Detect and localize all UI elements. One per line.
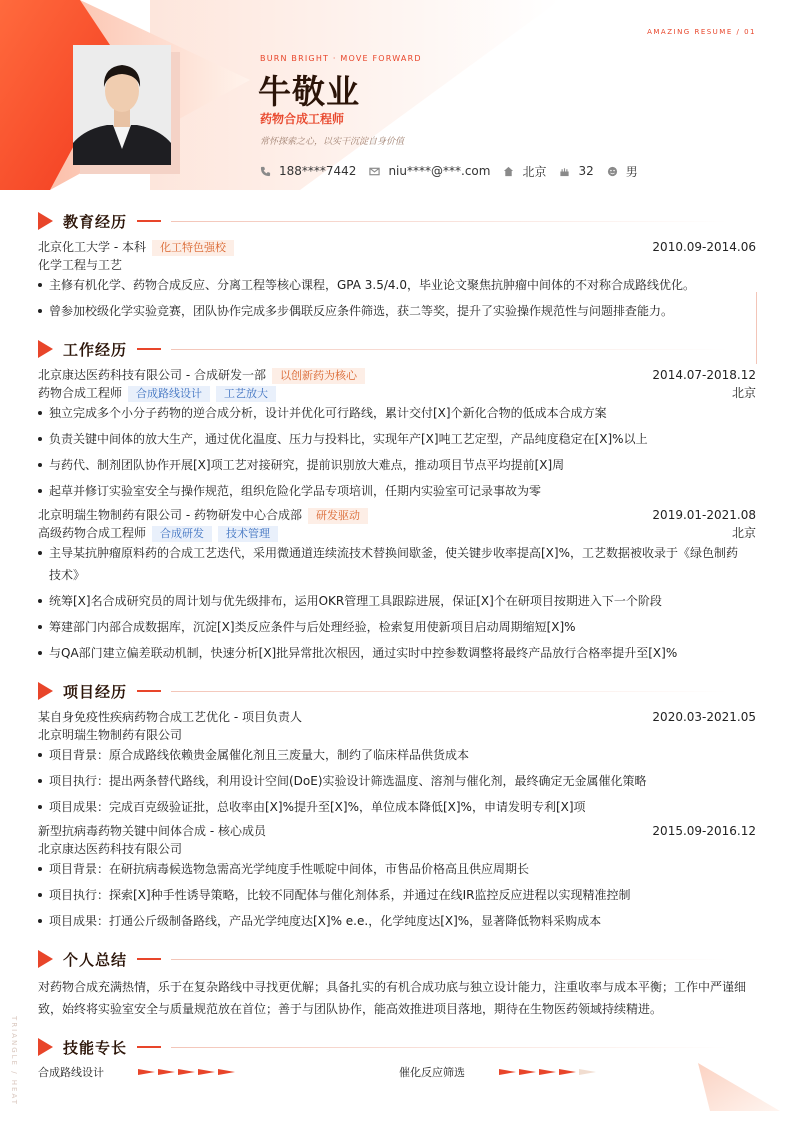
motto: 常怀探索之心，以实干沉淀自身价值	[260, 137, 405, 147]
summary-text: 对药物合成充满热情，乐于在复杂路线中寻找更优解；具备扎实的有机合成功底与独立设计能力，注重收率与成本平衡；工作中严谨细致，始终将实验室安全与质量规范放在首位；善于与团队协作，能高效推进项目落地，期待在生物医药领域持续精进。	[38, 980, 747, 1016]
section-projects-header	[38, 680, 758, 702]
skill-level-bar	[499, 1069, 599, 1075]
project-bullet: 项目成果：打通公斤级制备路线，产品光学纯度达[X]% e.e.，化学纯度达[X]%，显著降低物料采购成本	[38, 910, 748, 932]
project-org: 北京明瑞生物制药有限公司	[38, 728, 183, 742]
company-name: 北京康达医药科技有限公司 - 合成研发一部	[38, 368, 266, 382]
section-line	[171, 349, 728, 350]
education-bullet: 曾参加校级化学实验竞赛，团队协作完成多步偶联反应条件筛选，获二等奖，提升了实验操作规范性与问题排查能力。	[38, 300, 748, 322]
contact-email	[369, 164, 490, 178]
education-period: 2010.09-2014.06	[652, 240, 756, 254]
skill-tag: 合成路线设计	[128, 386, 210, 402]
work-company-row	[38, 506, 756, 524]
project-bullet: 项目执行：探索[X]种手性诱导策略，比较不同配体与催化剂体系，并通过在线IR监控反应进程以实现精准控制	[38, 884, 748, 906]
work-company-row	[38, 366, 756, 384]
title-dash	[137, 220, 161, 222]
project-bullet: 项目背景：在研抗病毒候选物急需高光学纯度手性哌啶中间体，市售品价格高且供应周期长	[38, 858, 748, 880]
triangle-icon	[38, 1038, 53, 1056]
work-bullet: 统筹[X]名合成研究员的周计划与优先级排布，运用OKR管理工具跟踪进展，保证[X]个在研项目按期进入下一个阶段	[38, 590, 748, 612]
work-bullet: 与QA部门建立偏差联动机制，快速分析[X]批异常批次根因，通过实时中控参数调整将最终产品放行合格率提升至[X]%	[38, 642, 748, 664]
school-name: 北京化工大学 - 本科	[38, 240, 146, 254]
candidate-name: 牛敬业	[258, 72, 360, 111]
triangle-icon	[38, 682, 53, 700]
role-title: 高级药物合成工程师	[38, 526, 147, 540]
skill-level-arrow	[579, 1069, 596, 1075]
company-name: 北京明瑞生物制药有限公司 - 药物研发中心合成部	[38, 508, 302, 522]
contact-phone	[260, 164, 356, 178]
mail-icon	[369, 166, 380, 177]
work-bullet: 独立完成多个小分子药物的逆合成分析，设计并优化可行路线，累计交付[X]个新化合物的低成本合成方案	[38, 402, 748, 424]
section-line	[171, 959, 728, 960]
contact-city	[503, 163, 546, 180]
age-text: 32	[578, 164, 594, 178]
phone-icon	[260, 166, 271, 177]
education-school-row	[38, 238, 756, 256]
section-education-header	[38, 210, 758, 232]
work-bullet: 起草并修订实验室安全与操作规范，组织危险化学品专项培训，任期内实验室可记录事故为零	[38, 480, 748, 502]
work-period: 2014.07-2018.12	[652, 368, 756, 382]
profile-photo	[73, 45, 171, 165]
skill-level-arrow	[138, 1069, 155, 1075]
work-location: 北京	[731, 526, 756, 540]
side-vertical-text: TRIANGLE / HEAT	[10, 1016, 18, 1106]
skill-level-arrow	[559, 1069, 576, 1075]
contact-age	[559, 164, 593, 178]
company-tag: 研发驱动	[308, 508, 368, 524]
gender-text: 男	[625, 164, 638, 179]
skill-level-arrow	[218, 1069, 235, 1075]
section-summary-header	[38, 948, 758, 970]
section-line	[171, 691, 728, 692]
city-text: 北京	[522, 164, 547, 179]
skill-name: 催化反应筛选	[399, 1066, 465, 1079]
education-major: 化学工程与工艺	[38, 258, 123, 272]
triangle-icon	[38, 212, 53, 230]
home-icon	[503, 166, 514, 177]
section-title: 技能专长	[63, 1038, 128, 1057]
section-title: 教育经历	[63, 212, 128, 231]
skill-tag: 合成研发	[152, 526, 212, 542]
title-dash	[137, 958, 161, 960]
job-title: 药物合成工程师	[260, 112, 345, 126]
skill-name: 合成路线设计	[38, 1066, 104, 1079]
skill-tag: 技术管理	[218, 526, 278, 542]
phone-text: 188****7442	[279, 164, 357, 178]
title-dash	[137, 1046, 161, 1048]
triangle-icon	[38, 340, 53, 358]
slogan: BURN BRIGHT · MOVE FORWARD	[260, 54, 422, 63]
project-title-row	[38, 708, 756, 726]
project-title-row	[38, 822, 756, 840]
work-bullet: 筹建部门内部合成数据库，沉淀[X]类反应条件与后处理经验，检索复用使新项目启动周期缩短[X]%	[38, 616, 748, 638]
skill-tag: 工艺放大	[216, 386, 276, 402]
project-bullet: 项目背景：原合成路线依赖贵金属催化剂且三废量大，制约了临床样品供货成本	[38, 744, 748, 766]
project-title: 新型抗病毒药物关键中间体合成 - 核心成员	[38, 824, 266, 838]
section-title: 项目经历	[63, 682, 128, 701]
section-skills-header	[38, 1036, 758, 1058]
section-title: 个人总结	[63, 950, 128, 969]
skill-level-arrow	[519, 1069, 536, 1075]
contact-bar	[260, 162, 651, 180]
work-role-row	[38, 524, 756, 542]
cake-icon	[559, 166, 570, 177]
education-bullet: 主修有机化学、药物合成反应、分离工程等核心课程，GPA 3.5/4.0，毕业论文聚焦抗肿瘤中间体的不对称合成路线优化。	[38, 274, 748, 296]
section-line	[171, 221, 728, 222]
role-title: 药物合成工程师	[38, 386, 123, 400]
work-bullet: 负责关键中间体的放大生产，通过优化温度、压力与投料比，实现年产[X]吨工艺定型，产品纯度稳定在[X]%以上	[38, 428, 748, 450]
project-bullet: 项目执行：提出两条替代路线，利用设计空间(DoE)实验设计筛选温度、溶剂与催化剂，最终确定无金属催化策略	[38, 770, 748, 792]
school-tag: 化工特色强校	[152, 240, 234, 256]
contact-gender	[607, 163, 638, 180]
title-dash	[137, 690, 161, 692]
skill-item	[38, 1064, 238, 1080]
skill-level-bar	[138, 1069, 238, 1075]
skill-level-arrow	[499, 1069, 516, 1075]
work-bullet: 主导某抗肿瘤原料药的合成工艺迭代，采用微通道连续流技术替换间歇釜，使关键步收率提高[X]%，工艺数据被收录于《绿色制药技术》	[38, 542, 748, 586]
title-dash	[137, 348, 161, 350]
work-bullet: 与药代、制剂团队协作开展[X]项工艺对接研究，提前识别放大难点，推动项目节点平均提前[X]周	[38, 454, 748, 476]
user-icon	[607, 166, 618, 177]
work-location: 北京	[731, 386, 756, 400]
skill-level-arrow	[158, 1069, 175, 1075]
project-title: 某自身免疫性疾病药物合成工艺优化 - 项目负责人	[38, 710, 302, 724]
skill-level-arrow	[539, 1069, 556, 1075]
project-org: 北京康达医药科技有限公司	[38, 842, 183, 856]
project-period: 2015.09-2016.12	[652, 824, 756, 838]
section-work-header	[38, 338, 758, 360]
corner-decoration	[690, 1058, 794, 1123]
email-text: niu****@***.com	[388, 164, 491, 178]
work-period: 2019.01-2021.08	[652, 508, 756, 522]
work-role-row	[38, 384, 756, 402]
skill-item	[399, 1064, 599, 1080]
company-tag: 以创新药为核心	[272, 368, 365, 384]
skill-level-arrow	[178, 1069, 195, 1075]
project-period: 2020.03-2021.05	[652, 710, 756, 724]
triangle-icon	[38, 950, 53, 968]
section-line	[171, 1047, 728, 1048]
top-tag: AMAZING RESUME / 01	[647, 28, 756, 36]
section-title: 工作经历	[63, 340, 128, 359]
skill-level-arrow	[198, 1069, 215, 1075]
project-bullet: 项目成果：完成百克级验证批，总收率由[X]%提升至[X]%，单位成本降低[X]%，申请发明专利[X]项	[38, 796, 748, 818]
